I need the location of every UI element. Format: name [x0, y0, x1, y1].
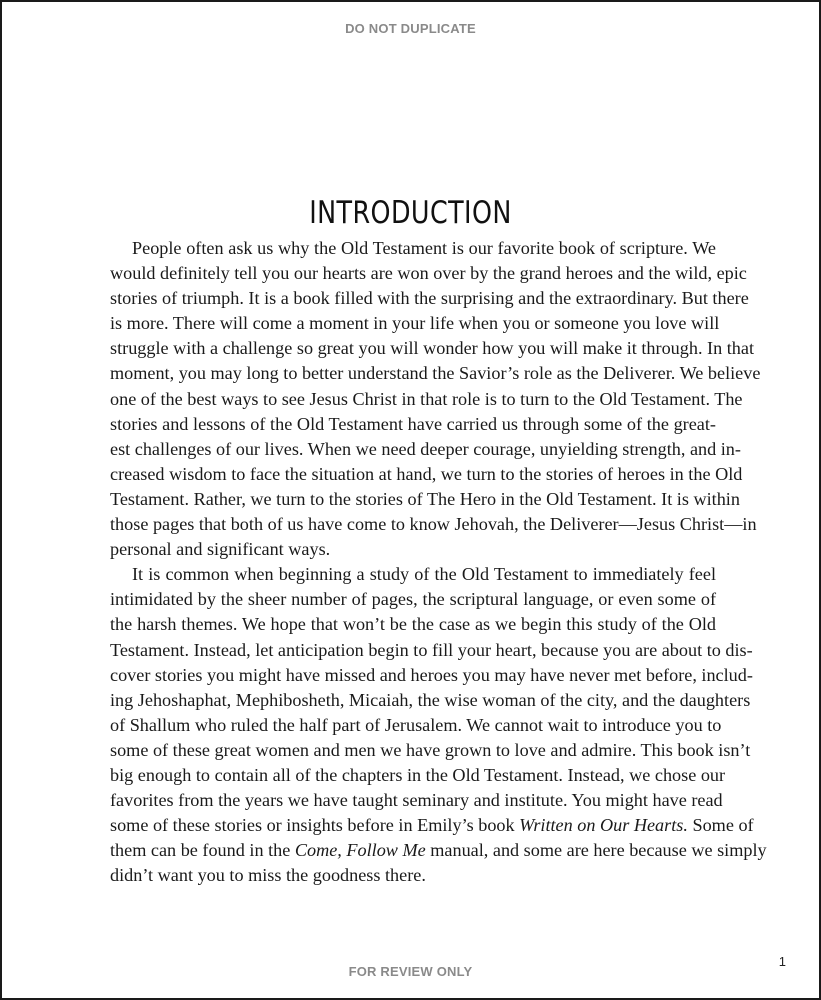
- text-line: would definitely tell you our hearts are won over by the grand heroes and the wild, epic: [110, 263, 747, 284]
- text-line: is more. There will come a moment in your life when you or someone you love will: [110, 313, 720, 334]
- text-line: some of these great women and men we have grown to love and admire. This book isn’t: [110, 739, 751, 760]
- text-line: est challenges of our lives. When we need deeper courage, unyielding strength, and in-: [110, 438, 741, 459]
- text-line: of Shallum who ruled the half part of Jerusalem. We cannot wait to introduce you to: [110, 714, 722, 735]
- chapter-title: INTRODUCTION: [309, 194, 512, 231]
- text-line: those pages that both of us have come to know Jehovah, the Deliverer—Jesus Christ—in: [110, 514, 757, 535]
- text-line-with-manual-title: them can be found in the Come, Follow Me manual, and some are here because we simply: [110, 840, 767, 861]
- text-line: It is common when beginning a study of the Old Testament to immediately feel: [132, 564, 716, 585]
- text-line: intimidated by the sheer number of pages, the scriptural language, or even some of: [110, 589, 716, 610]
- text-line-with-book-title: some of these stories or insights before in Emily’s book Written on Our Hearts. Some of: [110, 815, 754, 836]
- text-line: Testament. Rather, we turn to the stories of The Hero in the Old Testament. It is within: [110, 488, 740, 509]
- text-line: big enough to contain all of the chapters in the Old Testament. Instead, we chose our: [110, 764, 726, 785]
- text-line: one of the best ways to see Jesus Christ in that role is to turn to the Old Testament. The: [110, 388, 743, 409]
- text-line: favorites from the years we have taught seminary and institute. You might have read: [110, 790, 723, 811]
- manual-title: Come, Follow Me: [294, 840, 426, 861]
- watermark-top: DO NOT DUPLICATE: [345, 21, 476, 36]
- text-line: Testament. Instead, let anticipation begin to fill your heart, because you are about to dis-: [110, 639, 753, 660]
- page-number: 1: [778, 954, 786, 969]
- text-line: creased wisdom to face the situation at hand, we turn to the stories of heroes in the Old: [110, 463, 743, 484]
- text-line: stories and lessons of the Old Testament have carried us through some of the great-: [110, 413, 716, 434]
- text-line: ing Jehoshaphat, Mephibosheth, Micaiah, the wise woman of the city, and the daughters: [110, 689, 751, 710]
- text-line: struggle with a challenge so great you will wonder how you will make it through. In that: [110, 338, 755, 359]
- body-text: [110, 236, 767, 888]
- text-line: didn’t want you to miss the goodness there.: [110, 865, 426, 886]
- text-line: moment, you may long to better understand the Savior’s role as the Deliverer. We believe: [110, 363, 761, 384]
- text-line: People often ask us why the Old Testament is our favorite book of scripture. We: [132, 238, 716, 258]
- text-line: cover stories you might have missed and heroes you may have never met before, includ-: [110, 664, 753, 685]
- book-title: Written on Our Hearts.: [519, 815, 688, 836]
- text-line: personal and significant ways.: [110, 539, 331, 560]
- text-line: stories of triumph. It is a book filled with the surprising and the extraordinary. But there: [110, 288, 749, 309]
- text-line: the harsh themes. We hope that won’t be the case as we begin this study of the Old: [110, 614, 716, 635]
- watermark-bottom: FOR REVIEW ONLY: [348, 964, 473, 979]
